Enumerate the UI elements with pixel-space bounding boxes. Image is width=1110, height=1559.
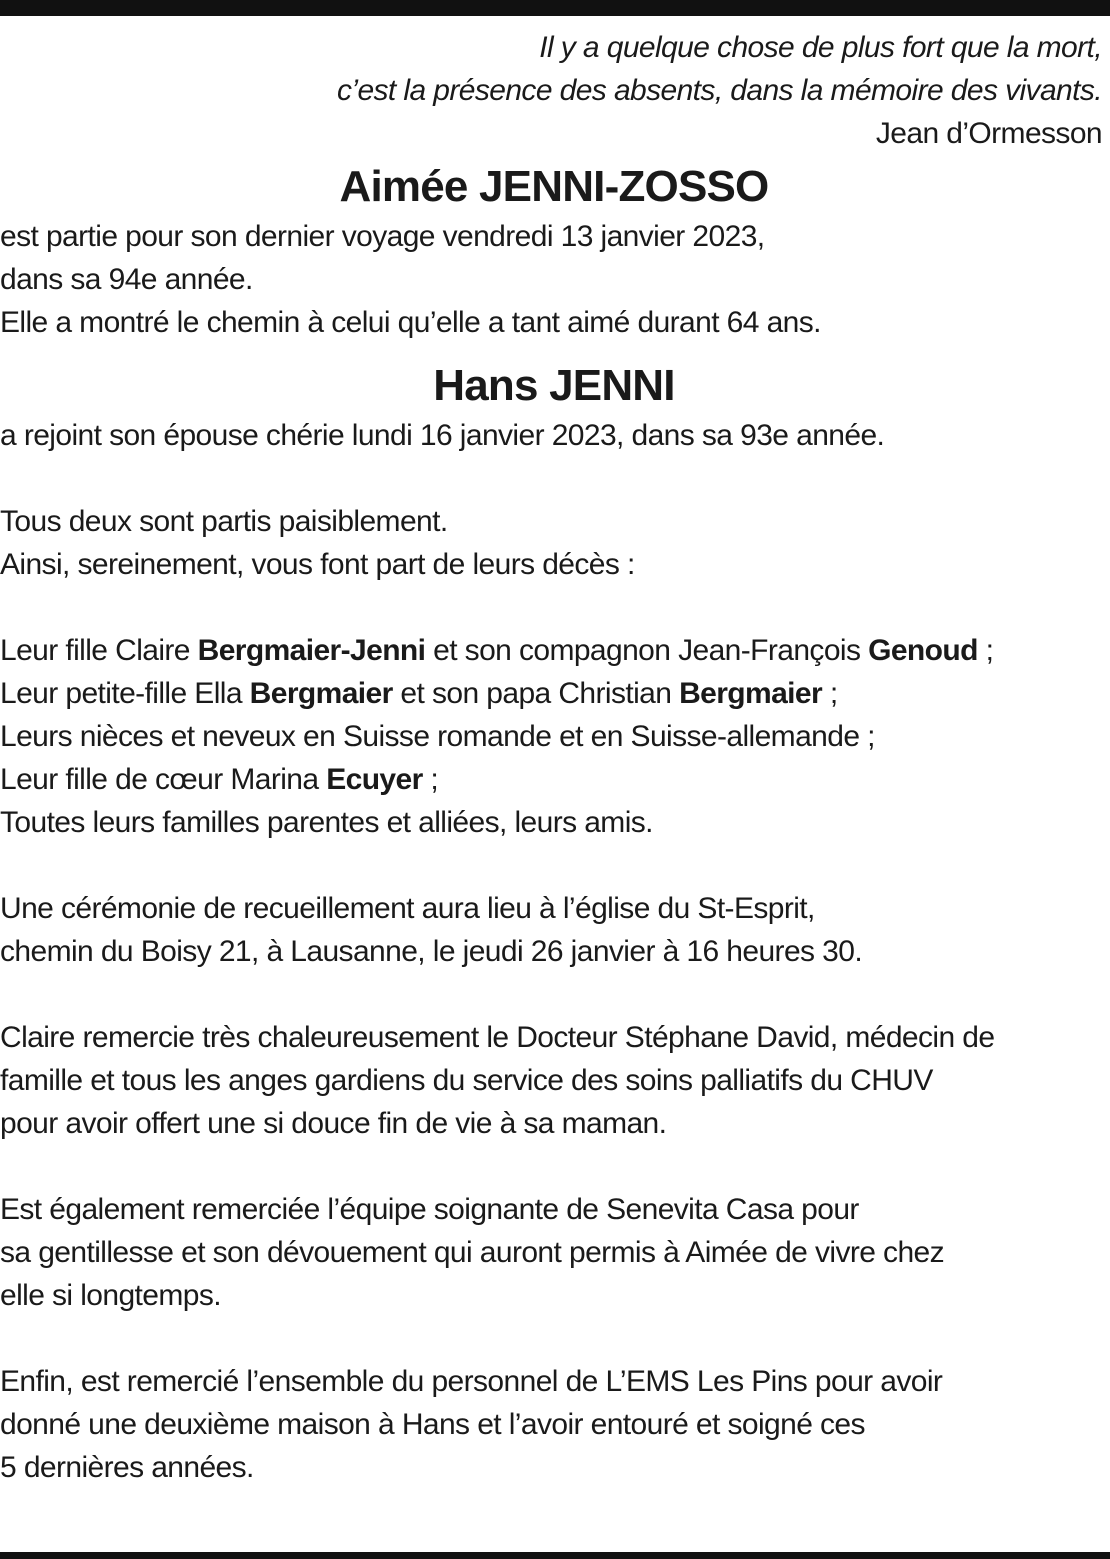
family-line-4 [0, 758, 1108, 801]
family-text: Leur fille Claire [0, 634, 198, 667]
second-deceased-line: a rejoint son épouse chérie lundi 16 janvier 2023, dans sa 93e année. [0, 419, 885, 452]
paragraph-gap [0, 973, 1108, 1016]
thanks-doctor-line-3: pour avoir offert une si douce fin de vie à sa maman. [0, 1107, 667, 1140]
family-text: et son papa Christian [392, 677, 680, 710]
family-line-5: Toutes leurs familles parentes et alliées, leurs amis. [0, 806, 653, 839]
obituary-content [0, 26, 1108, 1489]
family-text: et son compagnon Jean-François [425, 634, 869, 667]
paragraph-gap [0, 1145, 1108, 1188]
thanks-senevita-line-2: sa gentillesse et son dévouement qui auront permis à Aimée de vivre chez [0, 1236, 945, 1269]
paragraph-gap [0, 844, 1108, 887]
announcement-line-2: Ainsi, sereinement, vous font part de leurs décès : [0, 548, 635, 581]
first-deceased-line-3: Elle a montré le chemin à celui qu’elle a tant aimé durant 64 ans. [0, 306, 821, 339]
family-text: ; [977, 634, 994, 667]
first-deceased-line-2: dans sa 94e année. [0, 263, 253, 296]
bottom-border-rule [0, 1552, 1110, 1559]
top-border-rule [0, 0, 1110, 16]
thanks-doctor-line-1: Claire remercie très chaleureusement le Docteur Stéphane David, médecin de [0, 1021, 995, 1054]
second-deceased-name: Hans JENNI [433, 361, 675, 410]
quote-line-1: Il y a quelque chose de plus fort que la mort, [539, 31, 1102, 64]
thanks-ems-line-3: 5 dernières années. [0, 1451, 254, 1484]
family-surname: Bergmaier [679, 677, 823, 710]
family-text: Leur petite-fille Ella [0, 677, 250, 710]
paragraph-gap [0, 457, 1108, 500]
family-line-3: Leurs nièces et neveux en Suisse romande et en Suisse-allemande ; [0, 720, 875, 753]
quote-author: Jean d’Ormesson [875, 117, 1102, 150]
family-line-1 [0, 629, 1108, 672]
epigraph-quote [0, 26, 1108, 155]
first-deceased-name: Aimée JENNI-ZOSSO [339, 162, 769, 211]
family-surname: Bergmaier-Jenni [197, 634, 426, 667]
family-surname: Bergmaier [249, 677, 393, 710]
thanks-ems-line-1: Enfin, est remercié l’ensemble du personnel de L’EMS Les Pins pour avoir [0, 1365, 943, 1398]
thanks-ems-line-2: donné une deuxième maison à Hans et l’avoir entouré et soigné ces [0, 1408, 865, 1441]
quote-line-2: c’est la présence des absents, dans la mémoire des vivants. [336, 74, 1102, 107]
ceremony-line-1: Une cérémonie de recueillement aura lieu à l’église du St-Esprit, [0, 892, 815, 925]
family-line-2 [0, 672, 1108, 715]
announcement-line-1: Tous deux sont partis paisiblement. [0, 505, 448, 538]
paragraph-gap [0, 1317, 1108, 1360]
ceremony-line-2: chemin du Boisy 21, à Lausanne, le jeudi 26 janvier à 16 heures 30. [0, 935, 863, 968]
family-surname: Ecuyer [326, 763, 423, 796]
paragraph-gap [0, 586, 1108, 629]
thanks-senevita-line-3: elle si longtemps. [0, 1279, 221, 1312]
family-surname: Genoud [868, 634, 978, 667]
family-text: ; [422, 763, 439, 796]
family-text: ; [822, 677, 838, 710]
thanks-senevita-line-1: Est également remerciée l’équipe soignante de Senevita Casa pour [0, 1193, 859, 1226]
first-deceased-line-1: est partie pour son dernier voyage vendredi 13 janvier 2023, [0, 220, 765, 253]
family-text: Leur fille de cœur Marina [0, 763, 327, 796]
thanks-doctor-line-2: famille et tous les anges gardiens du service des soins palliatifs du CHUV [0, 1064, 933, 1097]
